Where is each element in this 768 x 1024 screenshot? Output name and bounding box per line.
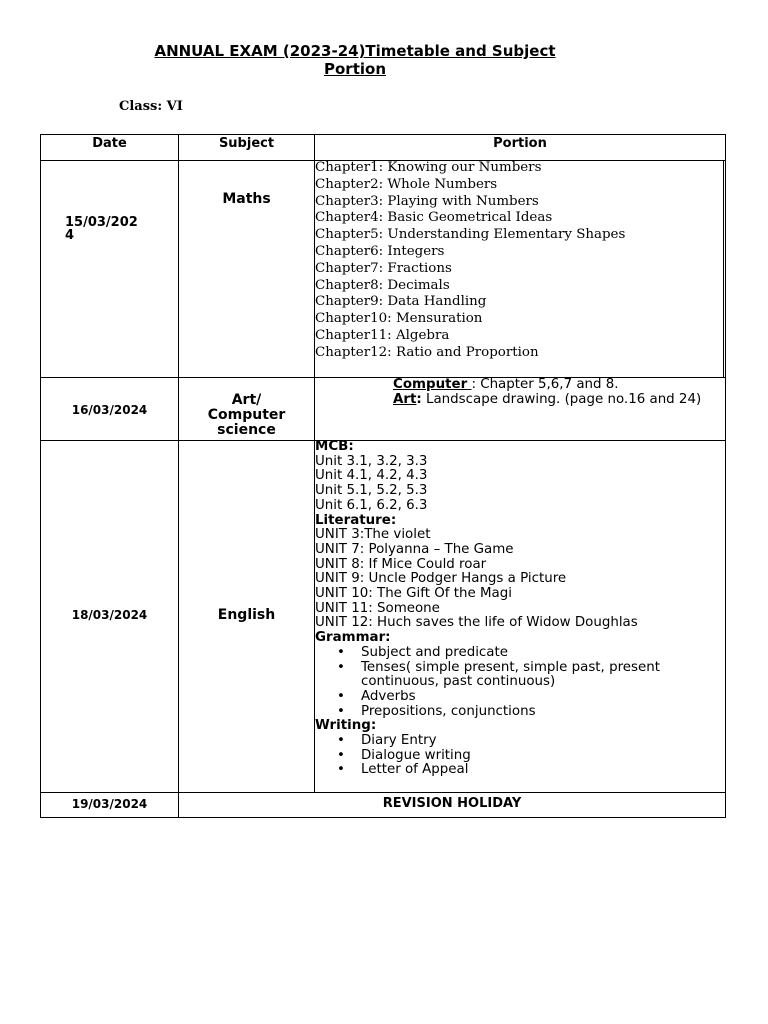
maths-chapter: Chapter12: Ratio and Proportion xyxy=(315,344,539,360)
mcb-unit: Unit 5.1, 5.2, 5.3 xyxy=(315,483,428,499)
art-label: Art xyxy=(393,392,417,407)
maths-chapter: Chapter11: Algebra xyxy=(315,327,450,343)
computer-label: Computer xyxy=(393,377,468,392)
grammar-list xyxy=(315,646,725,720)
computer-subject-line-1: Art/ xyxy=(231,392,262,408)
mcb-unit: Unit 3.1, 3.2, 3.3 xyxy=(315,453,428,469)
table-row-revision xyxy=(40,792,726,818)
literature-item: UNIT 12: Huch saves the life of Widow Doughlas xyxy=(315,615,638,631)
literature-item: UNIT 10: The Gift Of the Magi xyxy=(315,586,512,602)
grammar-item: • Prepositions, conjunctions xyxy=(315,705,725,720)
header-date: Date xyxy=(41,135,179,160)
title-line-2: Portion xyxy=(324,60,386,78)
art-portion-line: Art: Landscape drawing. (page no.16 and 24) xyxy=(393,392,702,407)
writing-item: • Letter of Appeal xyxy=(315,763,725,778)
maths-date-line-2: 4 xyxy=(65,228,75,243)
computer-portion xyxy=(315,377,725,440)
mcb-unit: Unit 6.1, 6.2, 6.3 xyxy=(315,497,428,513)
grammar-item: • Adverbs xyxy=(315,690,725,705)
maths-chapter: Chapter9: Data Handling xyxy=(315,294,487,310)
maths-chapter: Chapter3: Playing with Numbers xyxy=(315,193,539,209)
writing-item: • Dialogue writing xyxy=(315,749,725,764)
english-subject: English xyxy=(179,440,315,792)
header-portion: Portion xyxy=(493,136,547,151)
literature-item: UNIT 8: If Mice Could roar xyxy=(315,556,487,572)
computer-portion-line xyxy=(393,377,725,392)
maths-chapter: Chapter6: Integers xyxy=(315,243,445,259)
writing-item: • Diary Entry xyxy=(315,734,725,749)
literature-heading: Literature: xyxy=(315,512,397,528)
maths-chapter: Chapter4: Basic Geometrical Ideas xyxy=(315,210,553,226)
computer-portion-text: : Chapter 5,6,7 and 8. xyxy=(471,377,619,392)
maths-chapter: Chapter2: Whole Numbers xyxy=(315,176,498,192)
literature-item: UNIT 9: Uncle Podger Hangs a Picture xyxy=(315,571,567,587)
maths-chapter: Chapter7: Fractions xyxy=(315,260,452,276)
computer-subject-line-3: science xyxy=(217,422,276,438)
grammar-item: • Subject and predicate xyxy=(315,646,725,661)
maths-date-line-1: 15/03/202 xyxy=(65,215,138,230)
table-header-row xyxy=(40,134,726,161)
table-row-english xyxy=(40,440,726,793)
revision-date: 19/03/2024 xyxy=(41,792,179,817)
art-portion-text: Landscape drawing. (page no.16 and 24) xyxy=(421,392,702,407)
computer-subject-line-2: Computer xyxy=(207,407,286,423)
grammar-heading: Grammar: xyxy=(315,630,391,646)
computer-subject xyxy=(179,377,315,440)
maths-chapter: Chapter8: Decimals xyxy=(315,277,450,293)
literature-item: UNIT 7: Polyanna – The Game xyxy=(315,541,514,557)
literature-item: UNIT 3:The violet xyxy=(315,527,431,543)
title-line-1: ANNUAL EXAM (2023-24)Timetable and Subject xyxy=(154,42,556,60)
maths-date xyxy=(41,160,179,377)
writing-heading: Writing: xyxy=(315,718,377,734)
english-portion xyxy=(315,440,725,792)
page-title xyxy=(110,42,600,78)
class-label: Class: VI xyxy=(119,99,183,114)
mcb-heading: MCB: xyxy=(315,439,354,454)
maths-chapter: Chapter1: Knowing our Numbers xyxy=(315,160,542,175)
computer-date: 16/03/2024 xyxy=(41,377,179,440)
revision-holiday: REVISION HOLIDAY xyxy=(382,796,522,811)
maths-chapter: Chapter5: Understanding Elementary Shapes xyxy=(315,227,626,243)
header-subject: Subject xyxy=(179,135,315,160)
writing-list xyxy=(315,734,725,778)
table-row-maths xyxy=(40,160,726,378)
maths-chapter: Chapter10: Mensuration xyxy=(315,311,483,327)
mcb-unit: Unit 4.1, 4.2, 4.3 xyxy=(315,468,428,484)
grammar-item: • Tenses( simple present, simple past, present continuous, past continuous) xyxy=(315,661,691,690)
english-date: 18/03/2024 xyxy=(41,440,179,792)
literature-item: UNIT 11: Someone xyxy=(315,600,440,616)
table-row-computer xyxy=(40,377,726,441)
maths-portion xyxy=(315,160,725,377)
maths-subject: Maths xyxy=(179,160,315,377)
